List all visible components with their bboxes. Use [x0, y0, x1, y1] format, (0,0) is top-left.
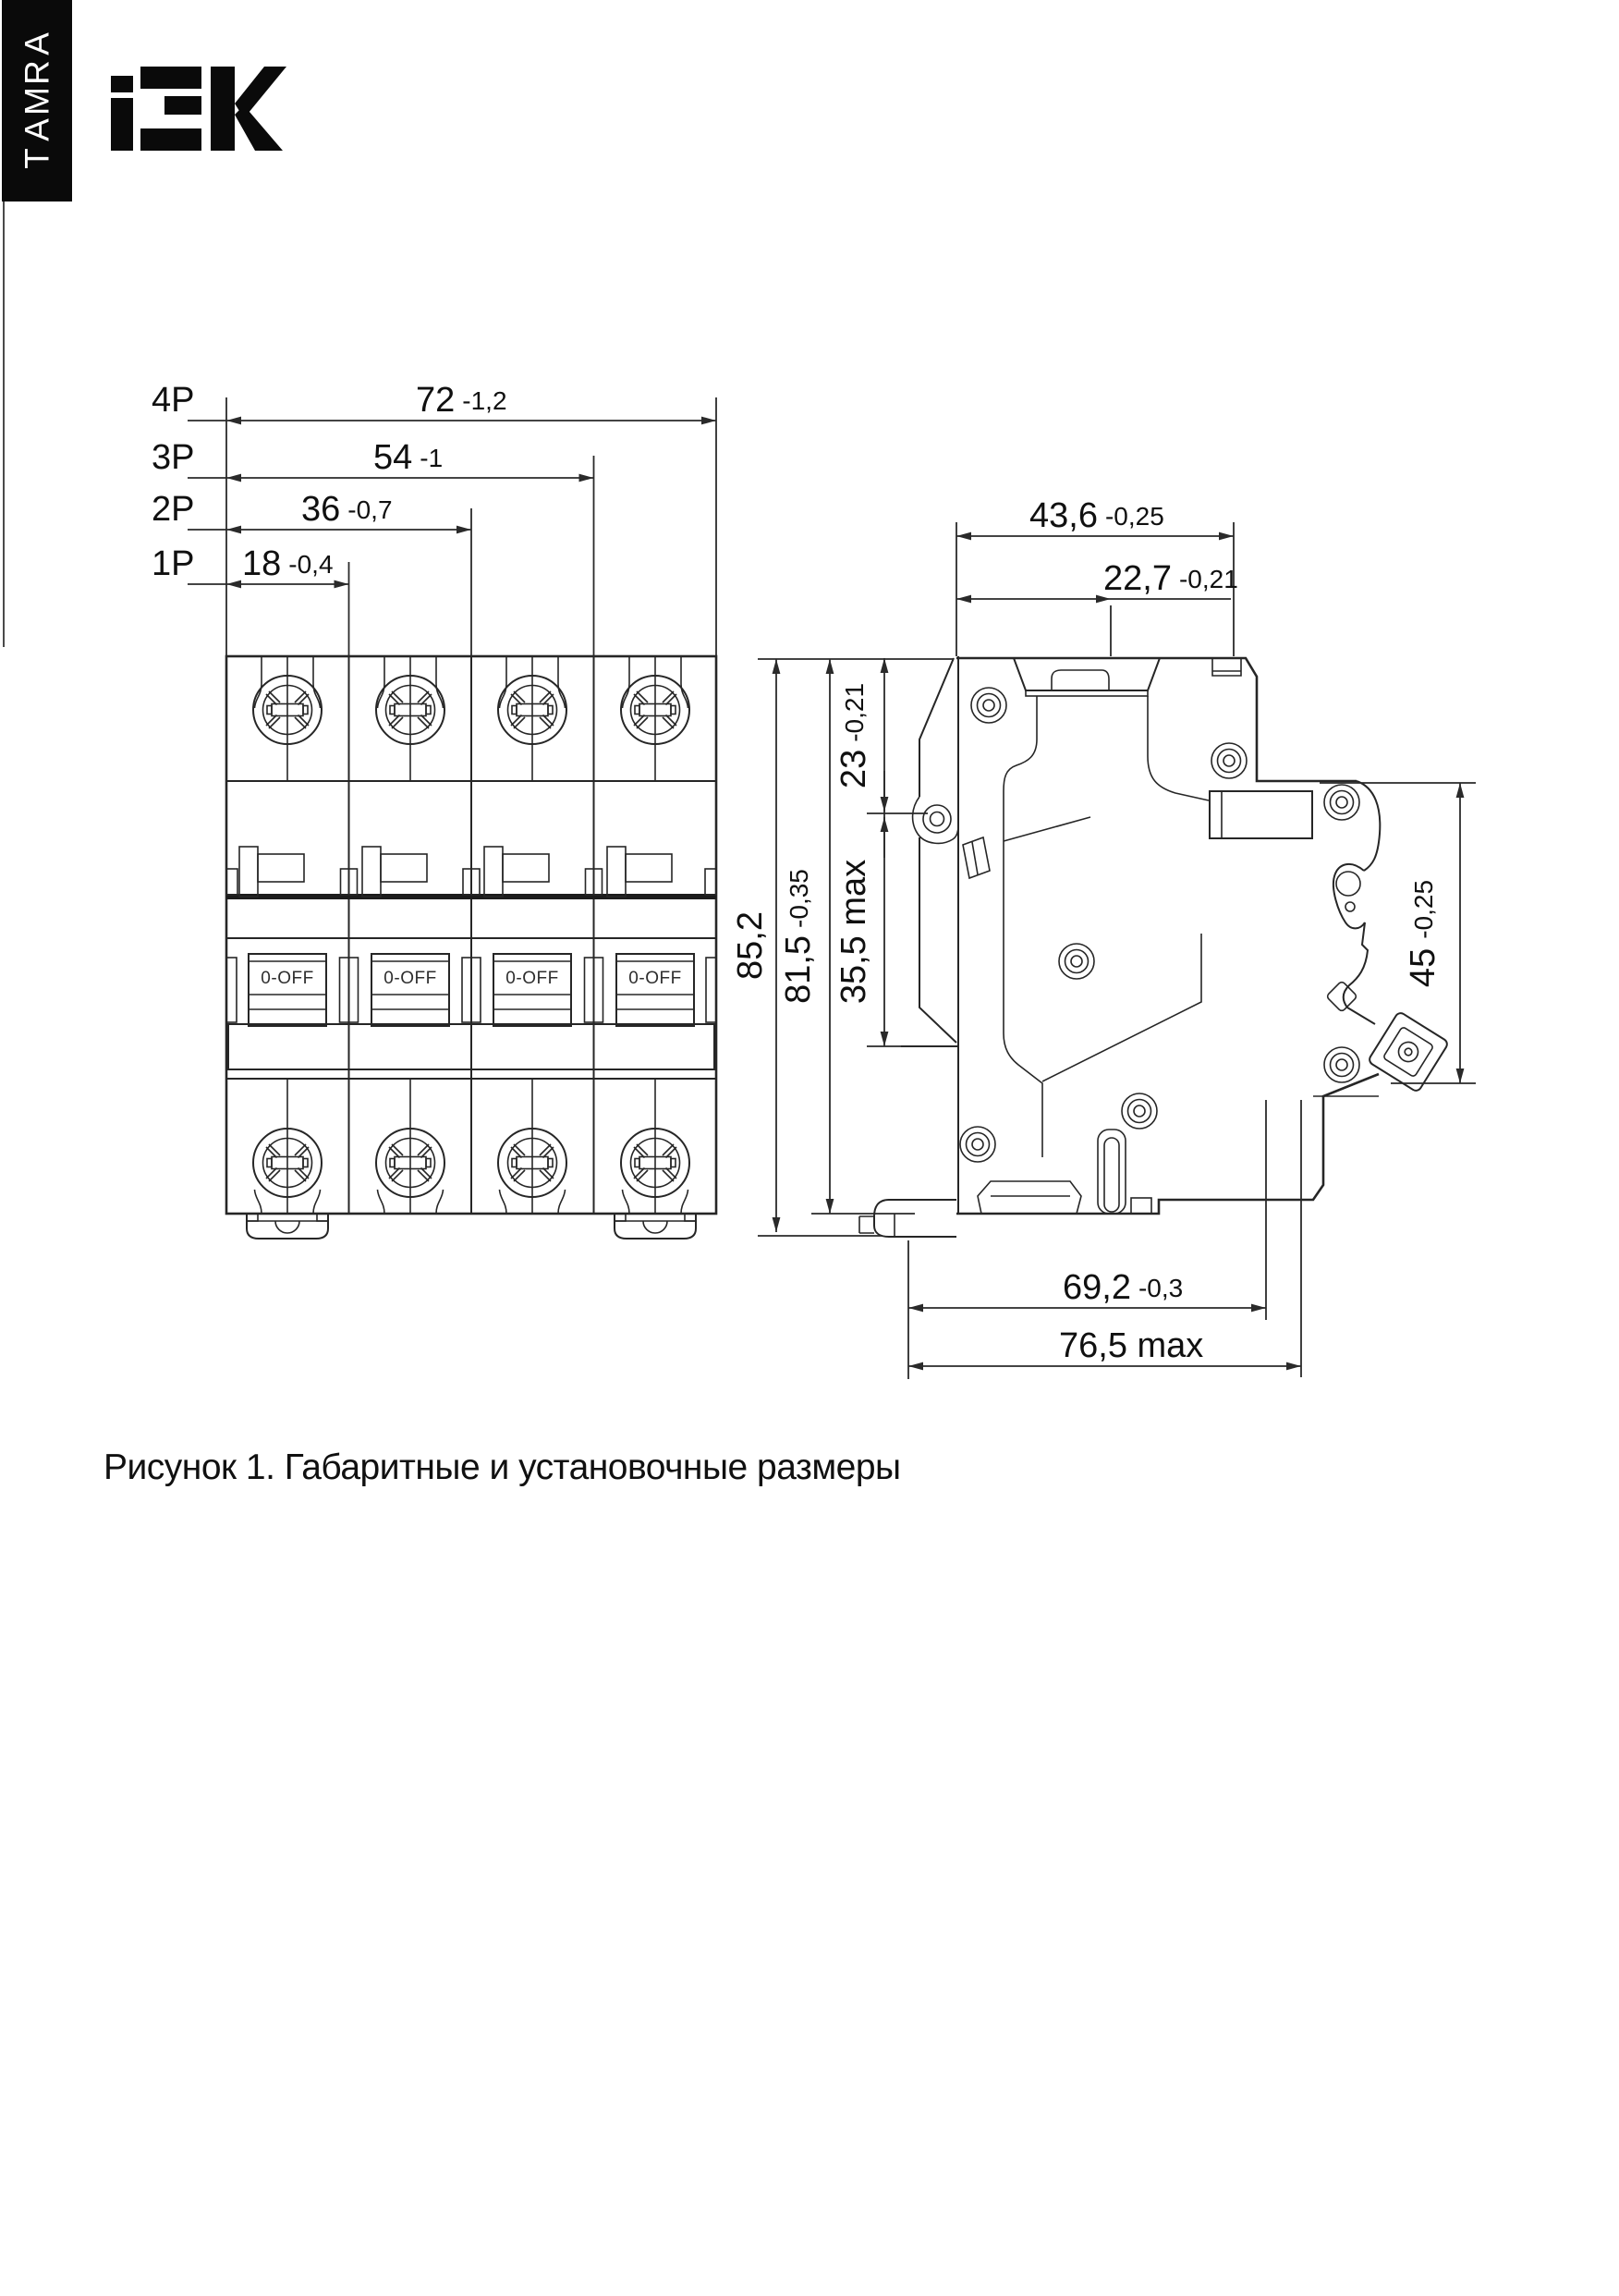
dim-max-depth: 76,5 max: [1059, 1326, 1204, 1365]
rivet-icon: [1122, 1093, 1157, 1129]
logo-i-stem: [111, 98, 133, 151]
brand-letter: R: [18, 60, 55, 85]
pole-count-label: 2P: [152, 490, 195, 529]
pole-4: [607, 656, 696, 1239]
dim-rail-depth: 35,5 max: [834, 859, 873, 1005]
side-view: [859, 656, 1449, 1237]
pole-1: [239, 656, 328, 1239]
pole-count-label: 3P: [152, 438, 195, 477]
dim-overall-width: 43,6 -0,25: [1029, 496, 1164, 535]
front-view: [226, 656, 716, 1239]
din-clip: [247, 1214, 328, 1239]
logo-i-dot: [111, 76, 133, 92]
rivet-icon: [1211, 743, 1247, 778]
toggle-label: 0-OFF: [261, 969, 314, 988]
toggle-handle: [249, 954, 326, 1026]
pole-2: [362, 656, 449, 1214]
rivet-icon: [960, 1127, 995, 1162]
toggle-handle: [616, 954, 694, 1026]
logo-e-bottom: [140, 128, 201, 151]
dim-width-3p: 54 -1: [373, 438, 444, 477]
brand-letter: T: [18, 148, 55, 169]
din-latch: [874, 1200, 956, 1237]
front-view-dimensions: [152, 381, 716, 656]
rivet-icon: [1324, 785, 1359, 820]
pole-count-label: 1P: [152, 544, 195, 583]
brand-letter: A: [18, 118, 55, 141]
rivet-icon: [971, 688, 1006, 723]
logo-e-top: [140, 67, 201, 89]
toggle-label: 0-OFF: [383, 969, 437, 988]
rail-wedge: [963, 837, 990, 878]
pole-3: [484, 656, 571, 1214]
logo-e-mid: [164, 96, 201, 115]
toggle-label: 0-OFF: [505, 969, 559, 988]
handle-side: [1014, 658, 1160, 690]
din-clip: [615, 1214, 696, 1239]
logo-k-stem: [211, 67, 235, 151]
brand-letter: A: [18, 32, 55, 55]
brand-letter: M: [18, 87, 55, 116]
dim-width-2p: 36 -0,7: [301, 490, 393, 529]
pole-count-label: 4P: [152, 381, 195, 420]
iek-logo: [111, 67, 286, 151]
toggle-handle: [371, 954, 449, 1026]
dim-front-height: 45-0,25: [1404, 879, 1442, 988]
dim-width-4p: 72 -1,2: [416, 381, 507, 420]
dim-body-height: 81,5-0,35: [779, 869, 818, 1004]
terminal-screw-side: [1368, 1011, 1449, 1093]
dim-latch-offset: 23-0,21: [834, 682, 873, 789]
dim-overall-height: 85,2: [731, 911, 770, 980]
rivet-icon: [1324, 1047, 1359, 1082]
terminal-cage: [1210, 791, 1312, 838]
dim-mount-depth: 69,2 -0,3: [1063, 1268, 1184, 1307]
figure-caption: Рисунок 1. Габаритные и установочные размеры: [103, 1447, 901, 1487]
rivet-icon: [1059, 944, 1094, 979]
toggle-handle: [493, 954, 571, 1026]
logo-k-lower: [235, 105, 283, 151]
dim-width-1p: 18 -0,4: [242, 544, 334, 583]
dim-front-depth: 22,7 -0,21: [1103, 559, 1238, 598]
side-view-dimensions: [731, 496, 1476, 1379]
top-notch: [1212, 658, 1241, 676]
toggle-label: 0-OFF: [628, 969, 682, 988]
